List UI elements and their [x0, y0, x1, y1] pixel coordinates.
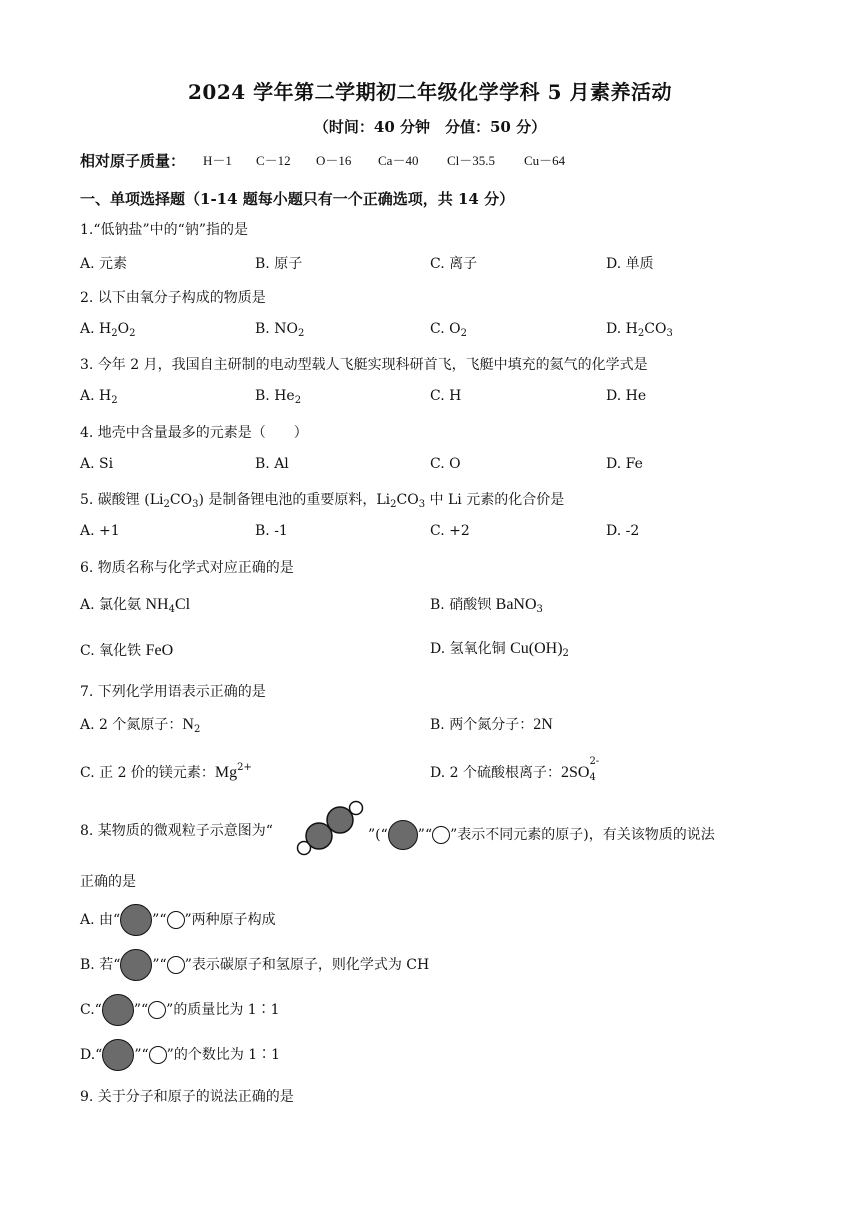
page-title: 2024 学年第二学期初二年级化学学科 5 月素养活动	[188, 80, 672, 104]
question-8-stem: 8. 某物质的微观粒子示意图为“	[80, 823, 273, 839]
exam-info: （时间：40 分钟 分值：50 分）	[313, 118, 547, 136]
large-atom-icon	[327, 807, 353, 833]
light-atom-icon	[167, 956, 185, 974]
question-4-stem: 4. 地壳中含量最多的元素是（ ）	[80, 425, 308, 441]
question-4-option-d: D. Fe	[606, 456, 643, 472]
question-1-stem: 1.“低钠盐”中的“钠”指的是	[80, 222, 248, 238]
question-7-option-a: A. 2 个氮原子：$N_2$	[80, 716, 201, 735]
question-5-option-c: C. +2	[430, 523, 470, 539]
atomic-mass-o: O－16	[316, 153, 352, 168]
question-2-stem: 2. 以下由氧分子构成的物质是	[80, 290, 266, 306]
question-6-option-b: B. 硝酸钡 BaNO$_3$	[430, 596, 543, 615]
atomic-mass-cu: Cu－64	[524, 153, 566, 168]
question-6-option-a: A. 氯化氨 $NH_4Cl$	[80, 596, 191, 615]
question-2-option-d: D. $H_2CO_3$	[606, 321, 673, 339]
dark-atom-icon	[102, 1039, 134, 1071]
light-atom-icon	[432, 826, 450, 844]
dark-atom-icon	[120, 904, 152, 936]
light-atom-icon	[167, 911, 185, 929]
molecule-model-diagram	[294, 800, 366, 858]
question-8-option-c: C.“ ”“ ”的质量比为 1∶1	[80, 994, 280, 1026]
question-7-option-d: D. 2 个硫酸根离子：2SO 2- 4	[430, 756, 600, 783]
question-6-stem: 6. 物质名称与化学式对应正确的是	[80, 560, 294, 576]
dark-atom-icon	[388, 820, 418, 850]
question-7-option-b: B. 两个氮分子：2N	[430, 716, 553, 733]
question-1-option-b: B. 原子	[255, 256, 303, 272]
question-6-option-c: C. 氧化铁 FeO	[80, 642, 174, 659]
question-6-option-d: D. 氢氧化铜 $Cu(OH)_2$	[430, 640, 569, 659]
question-3-option-b: B. $He_2$	[255, 388, 302, 406]
question-1-option-c: C. 离子	[430, 256, 478, 272]
question-3-option-c: C. H	[430, 388, 462, 404]
atomic-mass-cl: Cl－35.5	[447, 153, 496, 168]
dark-atom-icon	[120, 949, 152, 981]
light-atom-icon	[148, 1001, 166, 1019]
section-heading: 一、单项选择题（1-14 题每小题只有一个正确选项，共 14 分）	[80, 190, 515, 208]
question-2-option-c: C. $O_2$	[430, 321, 467, 339]
question-7-stem: 7. 下列化学用语表示正确的是	[80, 684, 266, 700]
question-5-stem: 5. 碳酸锂 $(Li_2CO_3)$ 是制备锂电池的重要原料，$Li_2CO_3$ 中 Li 元素的化合价是	[80, 492, 565, 510]
question-2-option-b: B. $NO_2$	[255, 321, 305, 339]
question-8-stem-line2: 正确的是	[80, 874, 136, 890]
atomic-mass-label: 相对原子质量：	[80, 152, 186, 170]
question-8-stem-legend: ”(“ ”“ ”表示不同元素的原子)，有关该物质的说法	[368, 820, 715, 850]
question-1-option-a: A. 元素	[80, 256, 128, 272]
question-7-option-c: C. 正 2 价的镁元素：$Mg^{2+}$	[80, 762, 252, 781]
question-5-option-d: D. -2	[606, 523, 640, 539]
small-atom-icon	[350, 802, 363, 815]
atomic-mass-c: C－12	[256, 153, 291, 168]
question-2-option-a: A. $H_2O_2$	[80, 321, 136, 339]
question-4-option-a: A. Si	[80, 456, 114, 472]
atomic-mass-h: H－1	[203, 153, 232, 168]
question-9-stem: 9. 关于分子和原子的说法正确的是	[80, 1089, 294, 1105]
question-5-option-a: A. +1	[80, 523, 120, 539]
question-4-option-b: B. Al	[255, 456, 289, 472]
large-atom-icon	[306, 823, 332, 849]
question-3-option-d: D. He	[606, 388, 647, 404]
atomic-mass-ca: Ca－40	[378, 153, 419, 168]
question-5-option-b: B. -1	[255, 523, 288, 539]
dark-atom-icon	[102, 994, 134, 1026]
question-3-option-a: A. $H_2$	[80, 388, 118, 406]
question-8-option-d: D.“ ”“ ”的个数比为 1∶1	[80, 1039, 280, 1071]
question-3-stem: 3. 今年 2 月，我国自主研制的电动型载人飞艇实现科研首飞，飞艇中填充的氦气的化学式是	[80, 357, 648, 373]
question-1-option-d: D. 单质	[606, 256, 654, 272]
light-atom-icon	[149, 1046, 167, 1064]
question-8-option-a: A. 由“ ”“ ”两种原子构成	[80, 904, 276, 936]
question-8-option-b: B. 若“ ”“ ”表示碳原子和氢原子，则化学式为 CH	[80, 949, 429, 981]
question-4-option-c: C. O	[430, 456, 461, 472]
